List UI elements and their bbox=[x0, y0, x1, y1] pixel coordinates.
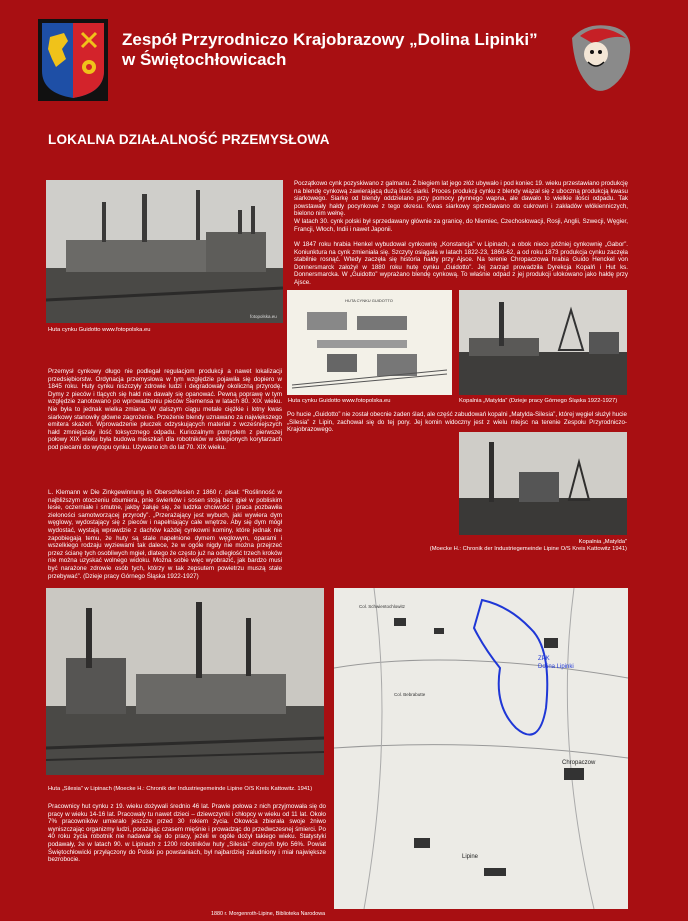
plan-guidotto bbox=[287, 290, 452, 395]
map-place-label-2: Lipine bbox=[462, 854, 479, 860]
caption-guidotto-top: Huta cynku Guidotto www.fotopolska.eu bbox=[48, 327, 151, 333]
photo-silesia-works bbox=[46, 588, 324, 775]
header-title-line2: w Świętochłowicach bbox=[122, 50, 287, 69]
map-place-label-3: Col. Bebrabutte bbox=[394, 692, 426, 697]
caption-matylda-2-line1: Kopalnia „Matylda” bbox=[578, 539, 627, 545]
paragraph-regulation: Przemysł cynkowy długo nie podlegał regulacjom produkcji a nawet lokalizacji przedsiębiorstw. Ordynacja przemysłowa w tym względzie pojawiła się dopiero w 1845 roku. Huty cynku niszczyły zdrowie ludzi i degradowały okoliczną przyrodę. Dymy z pieców i tlących się hałd nie dawały się opanować. Pewną poprawę w tym względzie zanotowano po wprowadzeniu pieców Siemensa w latach 80. XIX wieku. Nie była to jednak wielka zmiana. W dalszym ciągu metale ciężkie i lotny kwas siarkowy stanowiły główne zagrożenie. Przeżenie blendy uznawano za największego emitera skażeń. Wprowadzenie płuczek odzyskujących materiał z wcześniejszych hałd zmniejszały ilość toksycznego odpadu. Kuriozalnym pomysłem z pierwszej połowy XIX wieku była budowa mieszkań dla robotników w sklepionych korytarzach pod piecami do wytopu cynku. Używano ich do lat 70. XIX wieku. bbox=[48, 368, 282, 451]
paragraph-matylda-silesia: Po hucie „Guidotto” nie został obecnie żaden ślad, ale część zabudowań kopalni „Matylda-Silesia”, której węgiel służył hucie „Silesia” z Lipin, zachował się do tej pory. Jej komin widoczny jest z wielu miejsc na terenie Zespołu Przyrodniczo-Krajobrazowego. bbox=[287, 411, 627, 434]
photo-matylda-mine-2 bbox=[459, 432, 627, 535]
map-place-label-1: Chropaczow bbox=[562, 760, 596, 766]
caption-map: 1880 r. Morgenroth-Lipine, Biblioteka Narodowa bbox=[211, 911, 326, 917]
photo-guidotto-zinc-works bbox=[46, 180, 283, 323]
mascot-logo bbox=[566, 18, 636, 98]
paragraph-klemann-quote: L. Klemann w Die Zinkgewinnung in Oberschlesien z 1860 r. pisał: “Roślinność w najbliższym otoczeniu obumiera, pnie świerków i sosen stoją bez igieł w pobliskim lesie, oczerniałe i smutne, jakby żałuje się, że ludzka chciwość i praca pozbawiła zieloności samotworzącej przyrody”. „Przerażający jest wybuch, jaki wywiera dym węglowy, wydostający się z pieców i napełniający całe wnętrze. Aby się dym mógł wydostać, wystają wprawdzie z dachów każdej cynkowni kominy, które jednak nie zapobiegają temu, że huty są stale napełnione dymem węglowym, oparami i wszelkiego rodzaju wyziewami tak dalece, że w ogóle nigdy nie można przejrzeć przez ścianę tych osobliwych mgieł, dlatego że często już na odległość trzech kroków nie można uzyskać wolnego widoku. Można sobie więc wyobrazić, jak bardzo musi być narażone zdrowie osób tych, którzy w tak zepsutem powietrzu muszą stale przebywać”. (Dzieje pracy Górnego Śląska 1922-1927) bbox=[48, 489, 282, 580]
header-title-line1: Zespół Przyrodniczo Krajobrazowy „Dolina Lipinki” bbox=[122, 30, 538, 49]
header-title bbox=[122, 30, 592, 70]
paragraph-workers: Pracownicy hut cynku z 19. wieku dożywali średnio 46 lat. Prawie połowa z nich przyjmowała się do pracy w wieku 14-16 lat. Pracowały tu nawet dzieci – dziewczynki i chłopcy w wieku od 11 lat. Około 7% pracowników umierało jeszcze przed 30 rokiem życia. Okowica zbierała swoje żniwo wyniszczając organizmy ludzi, porażając czasem mięśnie i prowadząc do przedwczesnej śmierci. Po 40 roku życia robotnik nie nadawał się do pracy, jeżeli w ogóle dożył takiego wieku. Statystyki podawały, że w latach 90. w Lipinach z 1200 robotników huty „Silesia” chorych było 56%. Powiat Świętochłowicki przyłączony do Polski po powstaniach, był najbardziej zaludniony i miał największe bezrobocie. bbox=[48, 803, 326, 864]
paragraph-1b: W latach 30. cynk polski był sprzedawany głównie za granicę, do Niemiec, Czechosłowacji, Rosji, Anglii, Szwecji, Węgier, Francji, Włoch, Indii i nawet Japonii. bbox=[294, 217, 628, 233]
caption-matylda-1: Kopalnia „Matylda” (Dzieje pracy Górnego Śląska 1922-1927) bbox=[459, 398, 618, 404]
photo-matylda-mine-1 bbox=[459, 290, 627, 395]
map-zpk-label-line1: ZPK bbox=[538, 656, 550, 662]
paragraph-konstancja: W 1847 roku hrabia Henkel wybudował cynkownię „Konstancja” w Lipinach, a obok nieco później cynkownię „Gabor”. Koniunktura na cynk zmieniała się. Szczyty osiągała w latach 1822-23, 1860-62, a od roku 1873 produkcja cynku zaczęła stabilnie rosnąć. Wtedy zaczęła się historia hałdy przy Ajsce. Na terenie Chropaczowa hrabia Guido Henckel von Donnersmarck założył w 1880 roku hutę cynku „Guidotto”. Jej zarząd prowadziła Dyrekcja Kopalń i Hut ks. Donnersmarcka. W „Guidotto” wyprażano blendę cynkową. To właśnie odpad z jej produkcji ulokowano jako hałdę przy Ajsce. bbox=[294, 241, 628, 286]
map-zpk-label-line2: Dolina Lipinki bbox=[538, 664, 574, 670]
caption-silesia: Huta „Silesia” w Lipinach (Moecke H.: Chronik der Industriegemeinde Lipine O/S Kreis Kattowitz. 1941) bbox=[48, 786, 313, 792]
caption-guidotto-plan: Huta cynku Guidotto www.fotopolska.eu bbox=[288, 398, 391, 404]
caption-matylda-2 bbox=[426, 539, 627, 553]
paragraph-zinc-production bbox=[294, 180, 628, 233]
paragraph-1: Początkowo cynk pozyskiwano z galmanu. Z biegiem lat jego złóż ubywało i pod koniec 19. wieku przestawiano produkcję na blendę cynkową zawierającą dużą ilość siarki. Proces produkcji cynku z blendy wiązał się z uboczną produkcją kwasu siarkowego. Siarkę od blendy oddzielano przy pomocy płynnego wapna, ale dawało to wielkie ilości odpadu. Tak powstawały hałdy pocynkowe z tego okresu. Kwas siarkowy sprzedawano do cukrowni i zakładów włókienniczych, bielono nim wełnę. bbox=[294, 180, 628, 218]
caption-matylda-2-line2: (Moecke H.: Chronik der Industriegemeinde Lipine O/S Kreis Kattowitz 1941) bbox=[429, 546, 627, 552]
historic-map-1880 bbox=[334, 588, 628, 909]
section-title: LOKALNA DZIAŁALNOŚĆ PRZEMYSŁOWA bbox=[48, 132, 330, 147]
plan-label: HUTA CYNKU GUIDOTTO bbox=[345, 298, 393, 303]
photo-guidotto-top-watermark: fotopolska.eu bbox=[250, 314, 277, 319]
map-place-label-0: Col. Schwientochlowitz bbox=[359, 604, 406, 609]
coat-of-arms-logo bbox=[38, 19, 108, 101]
